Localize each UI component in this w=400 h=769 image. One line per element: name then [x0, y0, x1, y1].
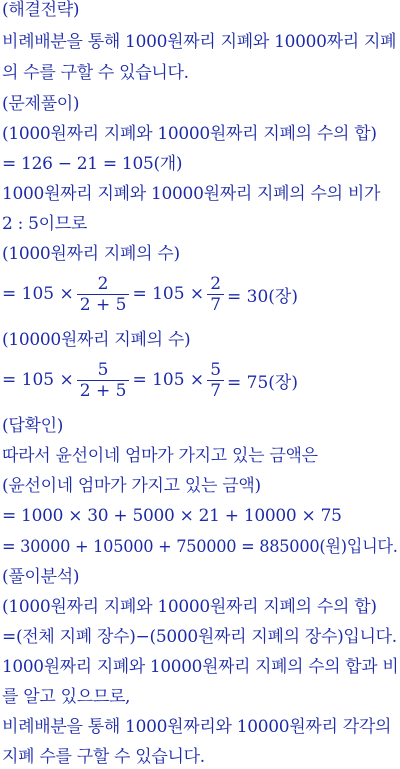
analysis-text-5: 비례배분을 통해 1000원짜리와 10000원짜리 각각의	[2, 717, 392, 737]
heading-strategy: (해결전략)	[2, 0, 80, 20]
eq2-fraction-2	[207, 360, 224, 401]
eq2-fraction-2-numerator: 5	[210, 359, 222, 380]
ratio-text-2: 2 : 5이므로	[2, 214, 88, 234]
eq1-fraction-1	[77, 274, 130, 315]
sum-label: (1000원짜리 지폐와 10000원짜리 지폐의 수의 합)	[2, 124, 377, 144]
heading-check: (답확인)	[2, 416, 64, 436]
heading-solution: (문제풀이)	[2, 94, 80, 114]
strategy-text-2: 의 수를 구할 수 있습니다.	[2, 63, 189, 83]
check-text: 따라서 윤선이네 엄마가 가지고 있는 금액은	[2, 446, 318, 466]
strategy-text-1: 비례배분을 통해 1000원짜리 지폐와 10000짜리 지폐	[2, 32, 397, 52]
eq1-fraction-2-denominator: 7	[207, 294, 224, 315]
heading-analysis: (풀이분석)	[2, 567, 80, 587]
amount-label: (윤선이네 엄마가 가지고 있는 금액)	[2, 476, 261, 496]
eq1-tail: = 30(장)	[227, 286, 298, 307]
count-10000-equation	[2, 354, 298, 406]
eq2-mid: = 105 ×	[132, 370, 205, 390]
amount-equation-2: = 30000 + 105000 + 750000 = 885000(원)입니다.	[2, 537, 398, 557]
analysis-text-3: 1000원짜리 지폐와 10000원짜리 지폐의 수의 합과 비	[2, 657, 399, 677]
analysis-text-6: 지폐 수를 구할 수 있습니다.	[2, 747, 205, 767]
analysis-text-1: (1000원짜리 지폐와 10000원짜리 지폐의 수의 합)	[2, 597, 377, 617]
amount-equation-1: = 1000 × 30 + 5000 × 21 + 10000 × 75	[2, 506, 342, 526]
eq1-mid: = 105 ×	[132, 284, 205, 304]
eq1-fraction-2-numerator: 2	[210, 273, 222, 294]
eq2-lead: = 105 ×	[2, 370, 74, 390]
eq1-fraction-1-numerator: 2	[97, 273, 109, 294]
sum-equation: = 126 − 21 = 105(개)	[2, 154, 183, 174]
eq1-fraction-1-denominator: 2 + 5	[77, 294, 130, 315]
count-1000-equation	[2, 268, 298, 320]
eq2-fraction-1-denominator: 2 + 5	[77, 380, 130, 401]
eq2-tail: = 75(장)	[227, 372, 298, 393]
eq1-lead: = 105 ×	[2, 284, 74, 304]
eq2-fraction-1-numerator: 5	[97, 359, 109, 380]
count-10000-label: (10000원짜리 지폐의 수)	[2, 330, 191, 350]
eq2-fraction-2-denominator: 7	[207, 380, 224, 401]
eq1-fraction-2	[207, 274, 224, 315]
count-1000-label: (1000원짜리 지폐의 수)	[2, 244, 180, 264]
analysis-text-2: =(전체 지폐 장수)−(5000원짜리 지폐의 장수)입니다.	[2, 627, 397, 647]
ratio-text-1: 1000원짜리 지폐와 10000원짜리 지폐의 수의 비가	[2, 184, 381, 204]
eq2-fraction-1	[77, 360, 130, 401]
analysis-text-4: 를 알고 있으므로,	[2, 687, 131, 707]
